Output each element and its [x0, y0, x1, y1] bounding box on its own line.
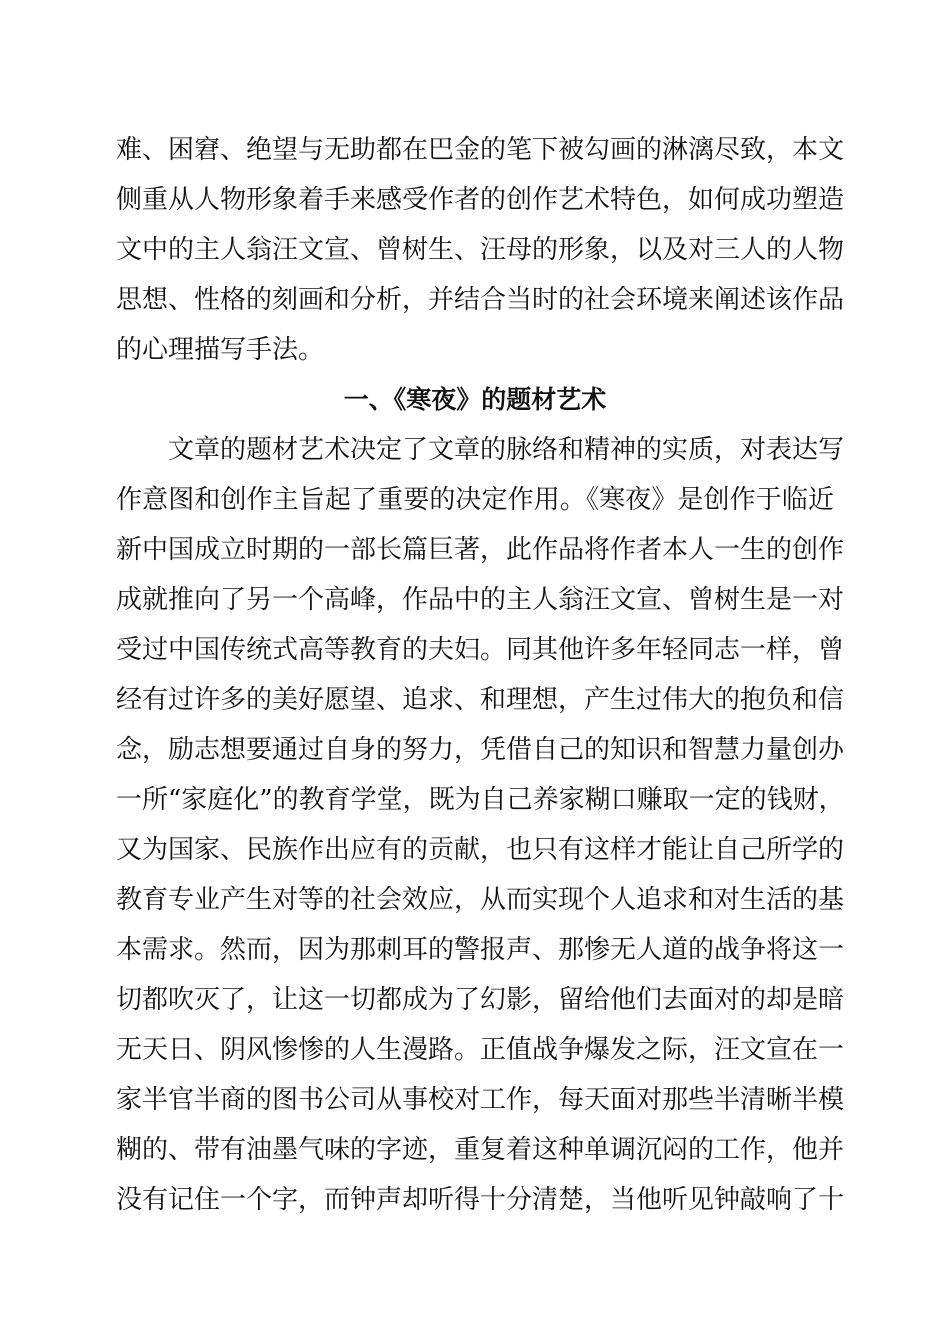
body-line-5: 受过中国传统式高等教育的夫妇。同其他许多年轻同志一样，曾	[116, 635, 845, 665]
intro-line-2: 侧重从人物形象着手来感受作者的创作艺术特色，如何成功塑造	[116, 185, 845, 215]
body-line-3: 新中国成立时期的一部长篇巨著，此作品将作者本人一生的创作	[116, 535, 845, 565]
intro-line-5: 的心理描写手法。	[116, 335, 325, 365]
body-line-11: 本需求。然而，因为那刺耳的警报声、那惨无人道的战争将这一	[116, 935, 845, 965]
intro-line-1: 难、困窘、绝望与无助都在巴金的笔下被勾画的淋漓尽致，本文	[116, 135, 845, 165]
body-line-8: 一所“家庭化”的教育学堂，既为自己养家糊口赚取一定的钱财，	[116, 785, 845, 815]
intro-line-3: 文中的主人翁汪文宣、曾树生、汪母的形象，以及对三人的人物	[116, 235, 845, 265]
body-line-4: 成就推向了另一个高峰，作品中的主人翁汪文宣、曾树生是一对	[116, 585, 845, 615]
body-line-1: 文章的题材艺术决定了文章的脉络和精神的实质，对表达写	[168, 435, 845, 465]
body-line-6: 经有过许多的美好愿望、追求、和理想，产生过伟大的抱负和信	[116, 685, 845, 715]
body-line-12: 切都吹灭了，让这一切都成为了幻影，留给他们去面对的却是暗	[116, 985, 845, 1015]
body-line-15: 糊的、带有油墨气味的字迹，重复着这种单调沉闷的工作，他并	[116, 1135, 845, 1165]
section-heading: 一、《寒夜》的题材艺术	[343, 385, 607, 414]
body-line-16: 没有记住一个字，而钟声却听得十分清楚，当他听见钟敲响了十	[116, 1185, 845, 1215]
body-line-14: 家半官半商的图书公司从事校对工作，每天面对那些半清晰半模	[116, 1085, 845, 1115]
body-line-7: 念，励志想要通过自身的努力，凭借自己的知识和智慧力量创办	[116, 735, 845, 765]
body-line-13: 无天日、阴风惨惨的人生漫路。正值战争爆发之际，汪文宣在一	[116, 1035, 845, 1065]
body-line-10: 教育专业产生对等的社会效应，从而实现个人追求和对生活的基	[116, 885, 845, 915]
intro-line-4: 思想、性格的刻画和分析，并结合当时的社会环境来阐述该作品	[116, 285, 845, 315]
body-line-9: 又为国家、民族作出应有的贡献，也只有这样才能让自己所学的	[116, 835, 845, 865]
body-line-2: 作意图和创作主旨起了重要的决定作用。《寒夜》是创作于临近	[116, 485, 834, 515]
